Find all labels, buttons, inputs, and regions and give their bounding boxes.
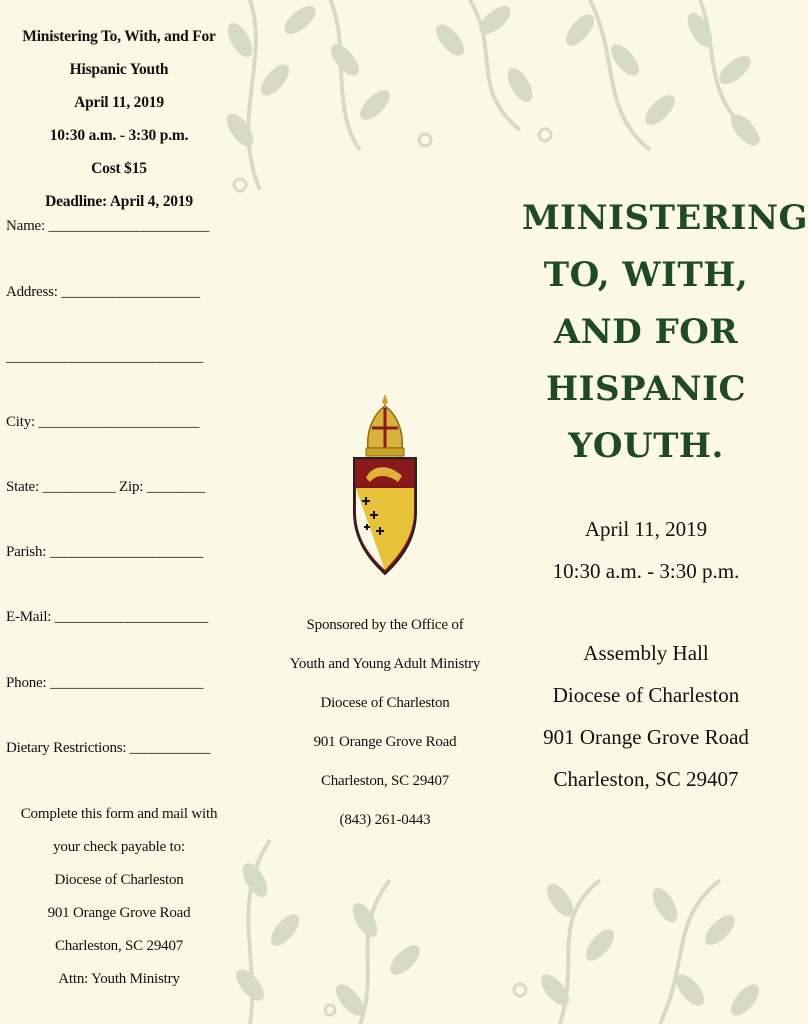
email-field[interactable]: E-Mail: _____________________ — [6, 609, 209, 625]
header-line: Cost $15 — [91, 160, 147, 177]
state-zip-field[interactable]: State: __________ Zip: ________ — [6, 479, 206, 495]
sponsor-line: Sponsored by the Office of — [306, 617, 464, 633]
instruction-line: Charleston, SC 29407 — [54, 938, 184, 954]
header-line: Deadline: April 4, 2019 — [45, 193, 193, 210]
cover-venue — [522, 632, 770, 800]
sponsor-line: Charleston, SC 29407 — [320, 773, 450, 789]
sponsor-line: 901 Orange Grove Road — [313, 734, 457, 750]
city-field[interactable]: City: ______________________ — [6, 414, 200, 430]
venue-line: Assembly Hall — [583, 641, 709, 665]
address-line2-field[interactable]: ___________________________ — [6, 349, 204, 365]
address-field[interactable]: Address: ___________________ — [6, 284, 200, 300]
instruction-line: 901 Orange Grove Road — [47, 905, 191, 921]
date-line: April 11, 2019 — [584, 517, 708, 541]
venue-line: Charleston, SC 29407 — [553, 767, 739, 791]
instruction-line: Complete this form and mail with — [20, 806, 218, 822]
header-line: 10:30 a.m. - 3:30 p.m. — [49, 127, 189, 144]
diocese-crest-icon — [348, 392, 422, 578]
venue-line: 901 Orange Grove Road — [543, 725, 749, 749]
title-line: TO, WITH, — [543, 255, 749, 295]
mailing-instructions — [0, 798, 238, 996]
header-line: April 11, 2019 — [74, 94, 164, 111]
name-field[interactable]: Name: ______________________ — [6, 218, 210, 234]
cover-title — [522, 190, 808, 475]
parish-field[interactable]: Parish: _____________________ — [6, 544, 204, 560]
title-line: HISPANIC — [545, 369, 747, 409]
time-line: 10:30 a.m. - 3:30 p.m. — [552, 559, 740, 583]
sponsor-info — [256, 606, 514, 840]
sponsor-line: Youth and Young Adult Ministry — [289, 656, 481, 672]
registration-header — [0, 20, 238, 218]
registration-panel — [0, 0, 238, 1024]
title-line: YOUTH. — [568, 426, 724, 466]
title-line: MINISTERING — [522, 198, 808, 238]
cover-date — [522, 508, 770, 592]
sponsor-phone: (843) 261-0443 — [339, 812, 431, 828]
instruction-line: your check payable to: — [53, 839, 185, 855]
instruction-line: Attn: Youth Ministry — [58, 971, 180, 987]
dietary-field[interactable]: Dietary Restrictions: ___________ — [6, 740, 211, 756]
sponsor-panel — [256, 0, 514, 1024]
venue-line: Diocese of Charleston — [552, 683, 740, 707]
cover-panel — [522, 0, 808, 1024]
sponsor-line: Diocese of Charleston — [320, 695, 450, 711]
header-line: Hispanic Youth — [69, 61, 169, 78]
phone-field[interactable]: Phone: _____________________ — [6, 675, 204, 691]
instruction-line: Diocese of Charleston — [54, 872, 184, 888]
header-line: Ministering To, With, and For — [22, 28, 216, 45]
title-line: AND FOR — [553, 312, 739, 352]
